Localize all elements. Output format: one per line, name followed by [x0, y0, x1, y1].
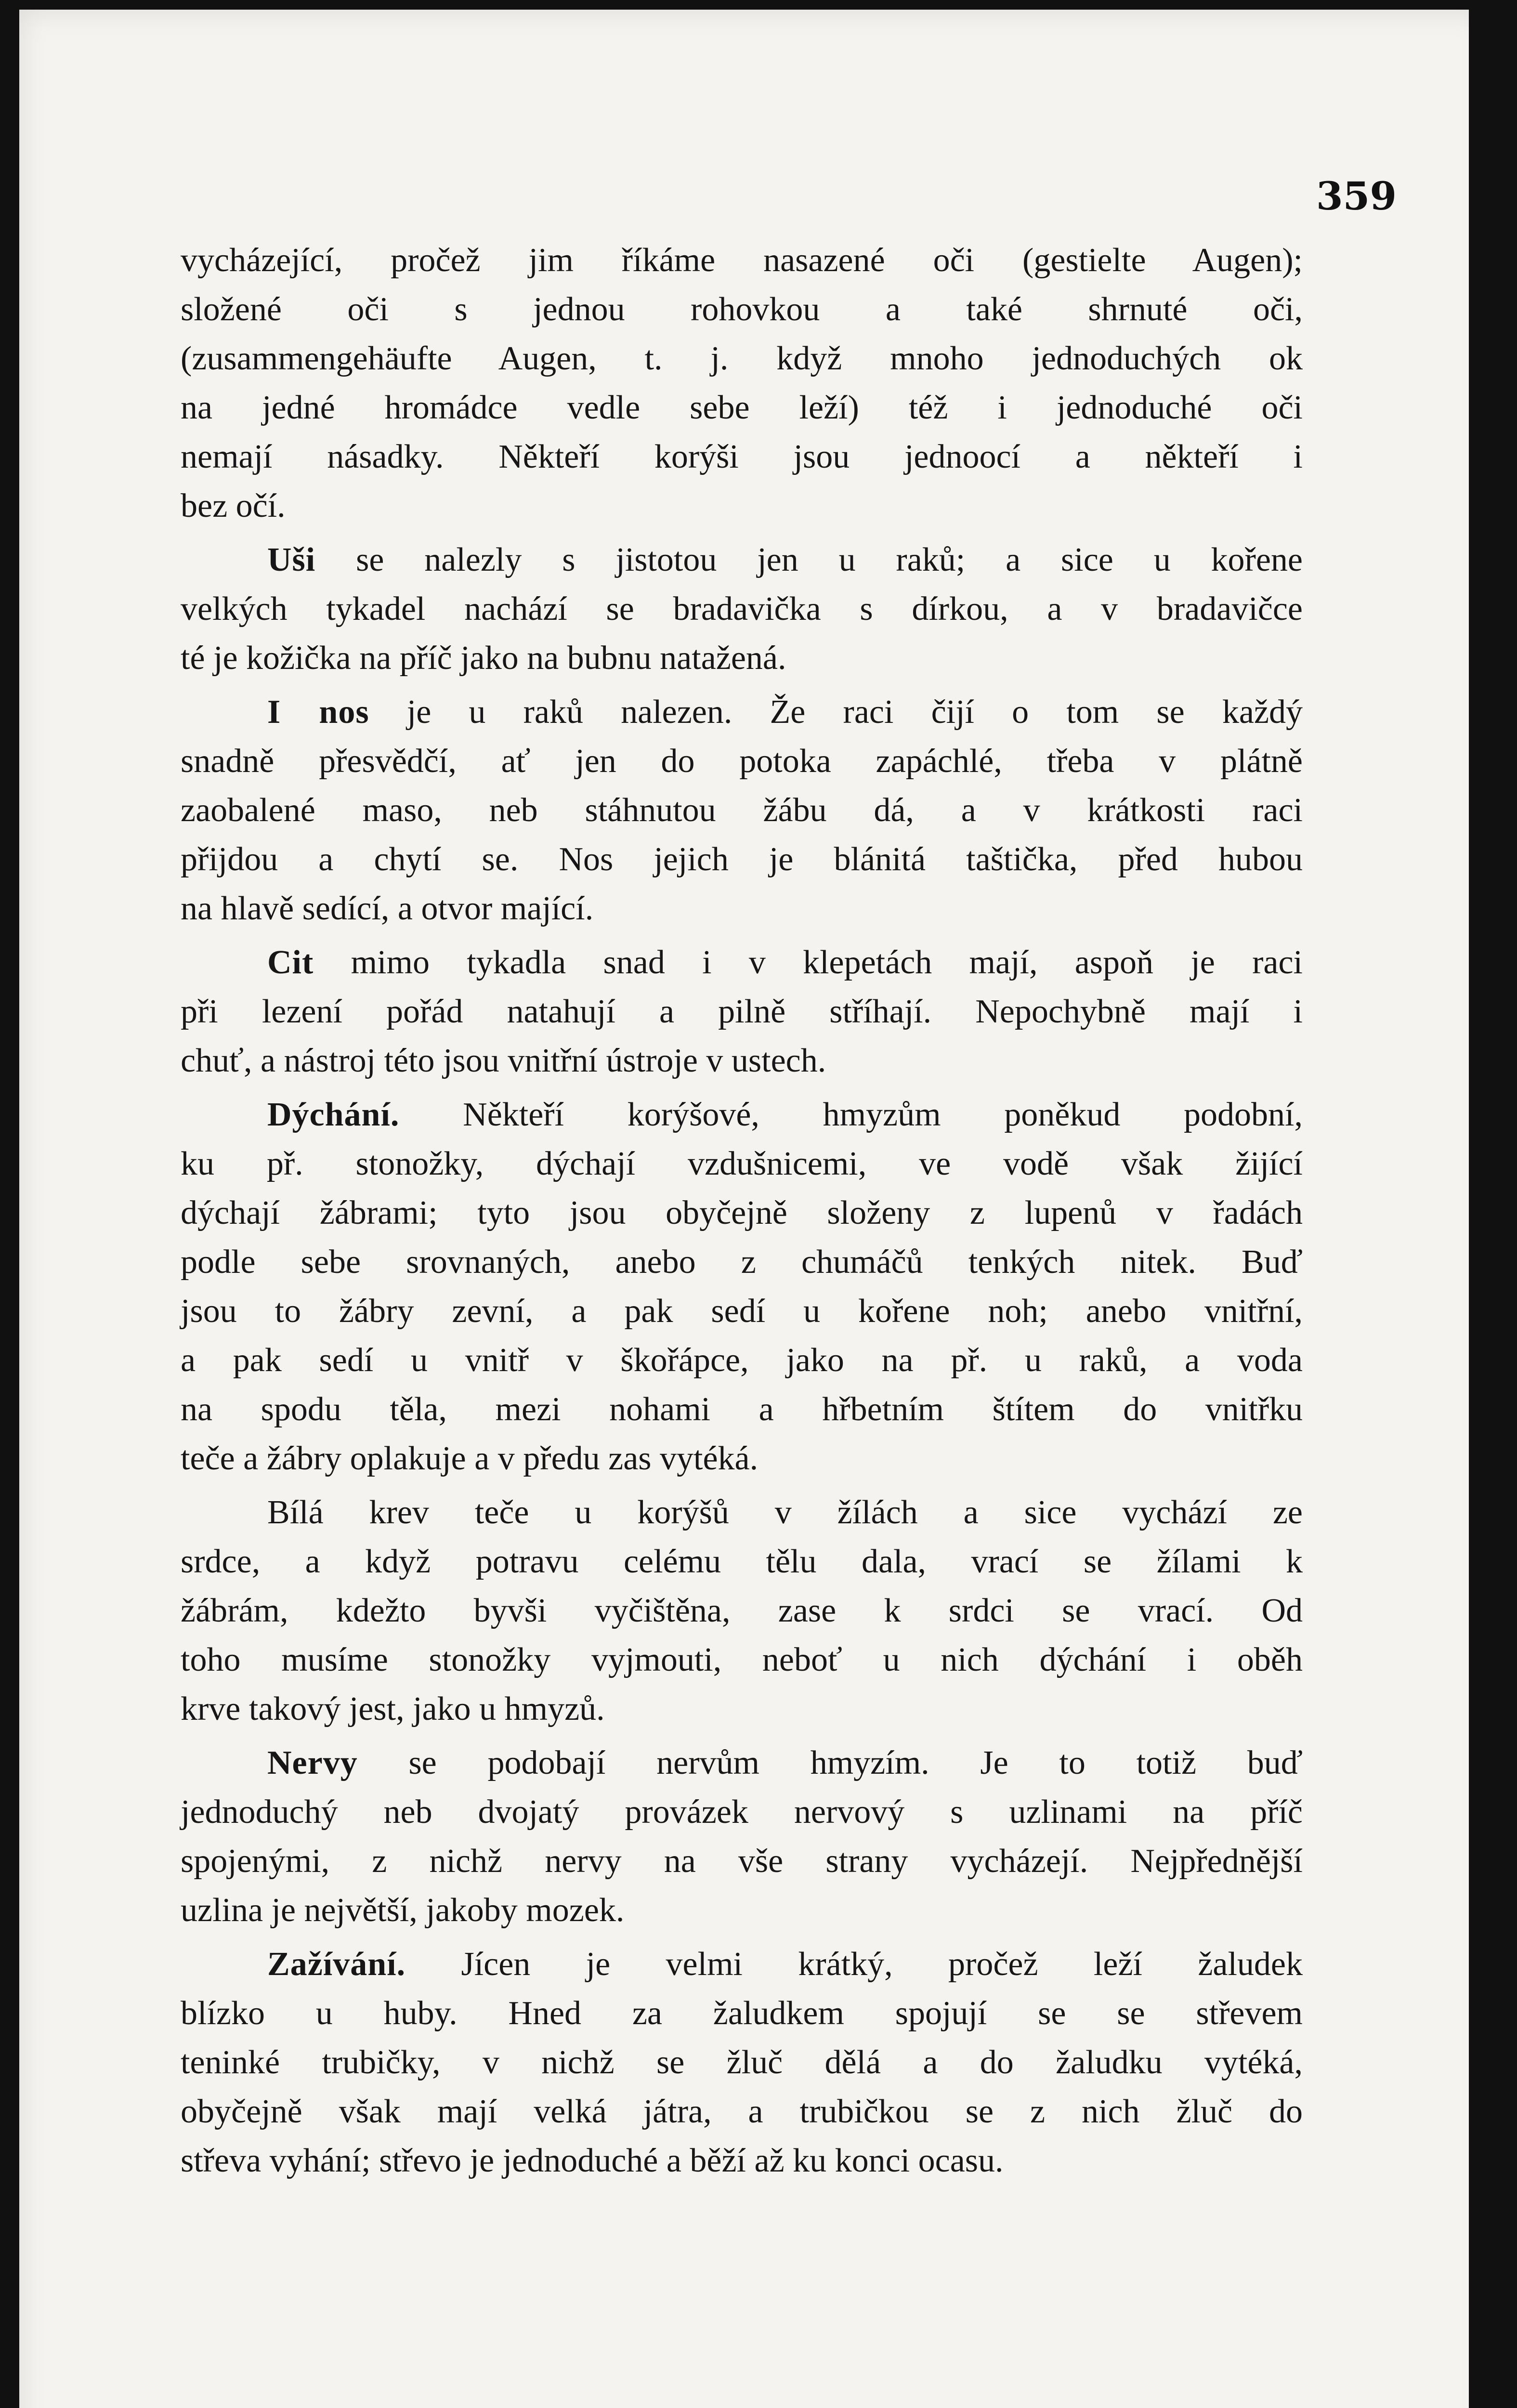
text-line: té je kožička na příč jako na bubnu natažená. [181, 640, 786, 677]
text-line: Bílá krev teče u korýšů v žílách a sice vychází ze [267, 1494, 1303, 1531]
text-line: na jedné hromádce vedle sebe leží) též i jednoduché oči [181, 389, 1303, 426]
text-run: Jícen je velmi krátký, pročež leží žaludek [461, 1946, 1303, 1983]
text-run: se podobají nervům hmyzím. Je to totiž buď [408, 1744, 1303, 1781]
paragraph-breathing [181, 1090, 1303, 1483]
text-run: Někteří korýšové, hmyzům poněkud podobní, [463, 1096, 1303, 1133]
text-line: teče a žábry oplakuje a v předu zas vytéká. [181, 1440, 758, 1477]
text-line: podle sebe srovnaných, anebo z chumáčů tenkých nitek. Buď [181, 1243, 1303, 1281]
paragraph-touch [181, 938, 1303, 1086]
book-page [19, 10, 1488, 2408]
text-line: složené oči s jednou rohovkou a také shrnuté oči, [181, 291, 1303, 328]
text-line [181, 688, 1303, 737]
text-line: spojenými, z nichž nervy na vše strany vycházejí. Nejpřednější [181, 1843, 1303, 1880]
section-heading: Nervy [267, 1744, 358, 1781]
text-line: bez očí. [181, 487, 286, 524]
text-line [181, 938, 1303, 987]
text-line [181, 1739, 1303, 1788]
text-line: snadně přesvědčí, ať jen do potoka zapáchlé, třeba v plátně [181, 743, 1303, 780]
paragraph-blood [181, 1488, 1303, 1734]
text-line: chuť, a nástroj této jsou vnitřní ústroje v ustech. [181, 1042, 826, 1079]
text-line: krve takový jest, jako u hmyzů. [181, 1690, 605, 1727]
text-line: srdce, a když potravu celému tělu dala, vrací se žílami k [181, 1543, 1303, 1580]
text-line [181, 536, 1303, 585]
body-text [181, 236, 1303, 2190]
text-line: vycházející, pročež jim říkáme nasazené oči (gestielte Augen); [181, 242, 1303, 279]
text-line: teninké trubičky, v nichž se žluč dělá a do žaludku vytéká, [181, 2044, 1303, 2081]
text-line: přijdou a chytí se. Nos jejich je blánitá taštička, před hubou [181, 841, 1303, 878]
paragraph-digestion [181, 1940, 1303, 2186]
paragraph-ears [181, 536, 1303, 683]
text-line: nemají násadky. Někteří korýši jsou jednoocí a někteří i [181, 438, 1303, 475]
page-edge [1469, 10, 1488, 2408]
page-number: 359 [1316, 173, 1397, 219]
text-line: jsou to žábry zevní, a pak sedí u kořene noh; anebo vnitřní, [181, 1293, 1303, 1330]
section-heading: Uši [267, 541, 316, 578]
text-line: ku př. stonožky, dýchají vzdušnicemi, ve vodě však žijící [181, 1145, 1303, 1182]
text-line [181, 1090, 1303, 1139]
section-heading: Zažívání. [267, 1946, 406, 1983]
text-line: střeva vyhání; střevo je jednoduché a běží až ku konci ocasu. [181, 2142, 1004, 2179]
text-run: mimo tykadla snad i v klepetách mají, aspoň je raci [351, 944, 1303, 981]
text-line: uzlina je největší, jakoby mozek. [181, 1892, 625, 1929]
text-line: obyčejně však mají velká játra, a trubičkou se z nich žluč do [181, 2093, 1303, 2130]
text-run: se nalezly s jistotou jen u raků; a sice u kořene [356, 541, 1303, 578]
text-line: žábrám, kdežto byvši vyčištěna, zase k srdci se vrací. Od [181, 1592, 1303, 1629]
text-line: dýchají žábrami; tyto jsou obyčejně složeny z lupenů v řadách [181, 1194, 1303, 1231]
text-line: (zusammengehäufte Augen, t. j. když mnoho jednoduchých ok [181, 340, 1303, 377]
text-line: na spodu těla, mezi nohami a hřbetním štítem do vnitřku [181, 1391, 1303, 1428]
text-run: je u raků nalezen. Že raci čijí o tom se každý [406, 694, 1303, 731]
section-heading: I nos [267, 694, 369, 731]
text-line: blízko u huby. Hned za žaludkem spojují se se střevem [181, 1995, 1303, 2032]
text-line: toho musíme stonožky vyjmouti, neboť u nich dýchání i oběh [181, 1641, 1303, 1678]
text-line: při lezení pořád natahují a pilně stříhají. Nepochybně mají i [181, 993, 1303, 1030]
text-line: zaobalené maso, neb stáhnutou žábu dá, a v krátkosti raci [181, 792, 1303, 829]
text-line [181, 1940, 1303, 1989]
text-line: jednoduchý neb dvojatý provázek nervový s uzlinami na příč [181, 1793, 1303, 1831]
text-line: na hlavě sedící, a otvor mající. [181, 890, 594, 927]
paragraph-eyes [181, 236, 1303, 531]
paragraph-nerves [181, 1739, 1303, 1935]
paragraph-nose [181, 688, 1303, 933]
text-line: a pak sedí u vnitř v škořápce, jako na př. u raků, a voda [181, 1342, 1303, 1379]
section-heading: Dýchání. [267, 1096, 400, 1133]
section-heading: Cit [267, 944, 314, 981]
text-line: velkých tykadel nachází se bradavička s dírkou, a v bradavičce [181, 590, 1303, 628]
